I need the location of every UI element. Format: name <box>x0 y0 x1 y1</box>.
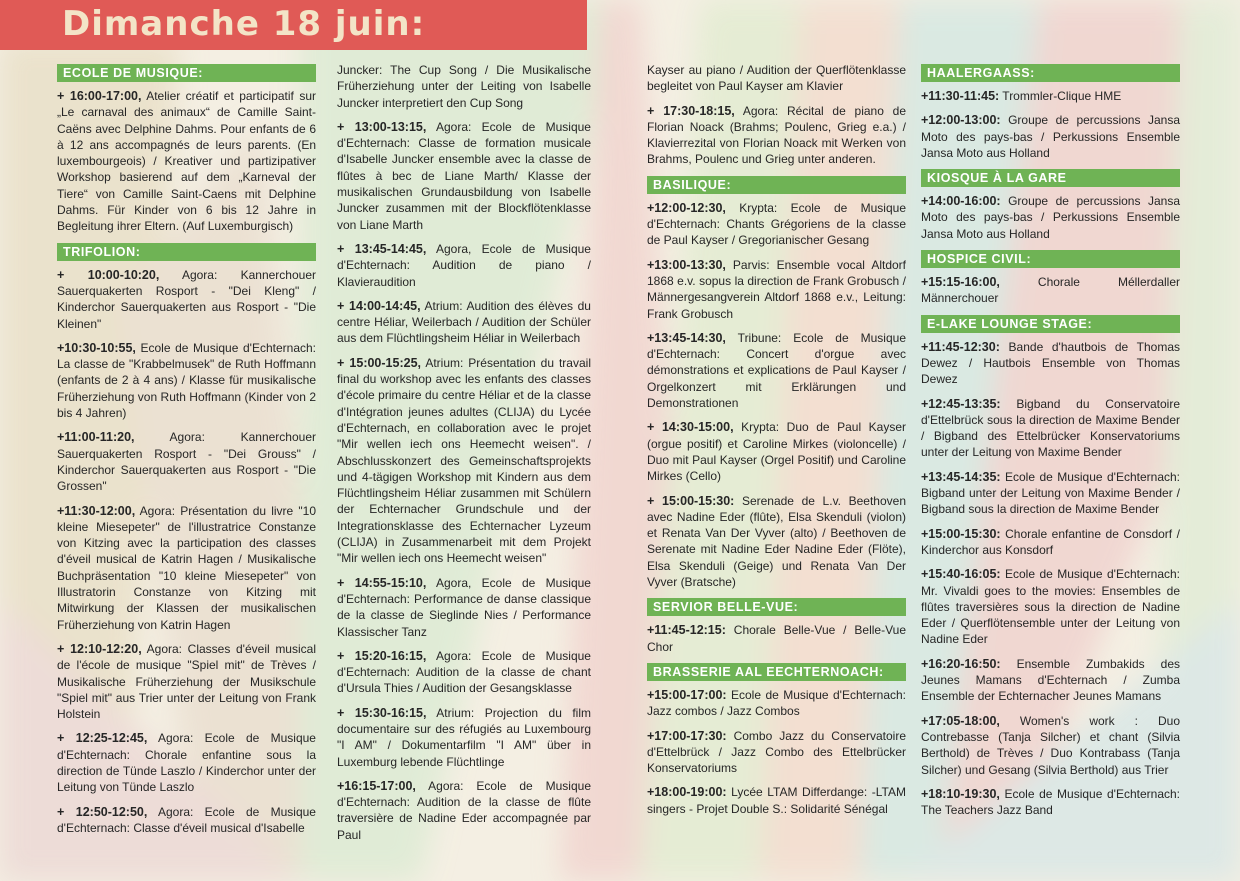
program-column-1 <box>57 62 316 844</box>
program-entry <box>57 503 316 633</box>
entry-text: Agora, Ecole de Musique d'Echternach: Audition de piano / Klavieraudition <box>337 241 591 289</box>
entry-text: Tribune: Ecole de Musique d'Echternach: Concert d'orgue avec démonstrations et explications de Paul Kayser / Orgelkonzert mit Erklärungen und Demonstrationen <box>647 330 906 411</box>
program-entry <box>647 330 906 411</box>
program-entry <box>57 88 316 235</box>
program-entry <box>921 526 1180 559</box>
program-entry <box>647 103 906 168</box>
entry-time: +10:30-10:55, <box>57 340 136 355</box>
entry-text: Kayser au piano / Audition der Querflötenklasse begleitet von Paul Kayser am Klavier <box>647 63 906 94</box>
section-header: E-LAKE LOUNGE STAGE: <box>921 315 1180 333</box>
entry-text: Ecole de Musique d'Echternach: Bigband unter der Leitung von Maxime Bender / Bigband sous la direction de Maxime Bender <box>921 469 1180 517</box>
entry-text: Agora: Kannerchouer Sauerquakerten Rosport - "Dei Kleng" / Kinderchor Sauerquakerten aus Rosport - "Die Kleinen" <box>57 267 316 331</box>
program-entry <box>57 641 316 722</box>
entry-text: Ecole de Musique d'Echternach: Jazz combos / Jazz Combos <box>647 687 906 719</box>
program-entry <box>337 241 591 290</box>
entry-time: +13:00-13:30, <box>647 257 726 272</box>
entry-time: +12:45-13:35: <box>921 396 1001 411</box>
entry-text: Chorale Méllerdaller Männerchouer <box>921 275 1180 306</box>
entry-time: + 13:00-13:15, <box>337 119 427 134</box>
entry-text: Atrium: Audition des élèves du centre Héliar, Weilerbach / Audition der Schüler aus dem Flüchtlingsheim Héliar in Weilerbach <box>337 298 591 346</box>
page-title: Dimanche 18 juin: <box>62 4 426 44</box>
entry-text: Chorale enfantine de Consdorf / Kinderchor aus Konsdorf <box>921 526 1180 557</box>
section-header: BASILIQUE: <box>647 176 906 194</box>
program-entry <box>337 298 591 347</box>
program-entry <box>337 648 591 697</box>
program-entry <box>921 786 1180 819</box>
program-entry <box>921 274 1180 307</box>
entry-text: Agora: Ecole de Musique d'Echternach: Chorale enfantine sous la direction de Tünde Laszlo / Kinderchor unter der Leitung von Tünde Laszlo <box>57 731 316 795</box>
entry-time: + 15:00-15:30: <box>647 493 735 508</box>
program-column-2 <box>337 62 591 851</box>
program-entry <box>921 88 1180 104</box>
program-entry <box>921 713 1180 778</box>
entry-time: + 15:30-16:15, <box>337 705 427 720</box>
entry-time: + 12:10-12:20, <box>57 641 142 656</box>
program-entry <box>337 119 591 233</box>
entry-text: Agora, Ecole de Musique d'Echternach: Performance de danse classique de la classe de Sieglinde Nies / Performance Klassischer Tanz <box>337 575 591 639</box>
program-entry <box>921 469 1180 518</box>
program-entry <box>57 730 316 795</box>
entry-text: Atrium: Présentation du travail final du workshop avec les enfants des classes d'école primaire du centre Héliar et de la classe d'Intégration jeunes adultes (CLIJA) du Lycée d'Echternach, en collaboration avec le projet "Mir wellen iech ons Heemecht weisen". / Abschlusskonzert des Gemeinschaftsprojekts und 4-tägigen Workshop mit Kindern aus dem Flüchtlingsheim Héliar zusammen mit Schülern der Echternacher Grundschule und der Integrationsklasse des Echternacher Lyzeum (CLIJA) in Zusammenarbeit mit dem Projekt "Mir wellen iech ons Heemecht weisen" <box>337 355 591 566</box>
entry-text: Serenade de L.v. Beethoven avec Nadine Eder (flûte), Elsa Skenduli (violon) et Renata Van Der Vyver (alto) / Beethoven de Serenate mit Nadine Eder Nadine Eder (Flöte), Elsa Skenduli (Geige) und Renata Van Der Vyver (Bratsche) <box>647 493 906 590</box>
entry-time: +11:45-12:15: <box>647 623 726 638</box>
entry-time: +15:15-16:00, <box>921 275 1000 290</box>
entry-time: +16:20-16:50: <box>921 656 1001 671</box>
entry-text: Juncker: The Cup Song / Die Musikalische Früherziehung unter der Leiting von Isabelle Juncker interpretiert den Cup Song <box>337 63 591 110</box>
entry-text: Trommler-Clique HME <box>999 89 1122 103</box>
entry-time: + 15:00-15:25, <box>337 355 421 370</box>
entry-text: Ecole de Musique d'Echternach: La classe de "Krabbelmusek" de Ruth Hoffmann (enfants de 2 à 4 ans) / Klasse für musikalische Früherziehung von Ruth Hoffmann (Kinder von 2 bis 4 Jahren) <box>57 340 316 421</box>
entry-text: Atrium: Projection du film documentaire sur des réfugiés au Luxembourg "I AM" / Dokumentarfilm "I AM" über in Luxemburg lebende Flüchtlinge <box>337 705 591 769</box>
entry-time: + 15:20-16:15, <box>337 648 427 663</box>
entry-time: +17:05-18:00, <box>921 713 1000 728</box>
entry-text: Groupe de percussions Jansa Moto des pays-bas / Perkussions Ensemble Jansa Moto aus Holland <box>921 113 1180 160</box>
entry-time: + 12:25-12:45, <box>57 731 148 746</box>
entry-text: Agora: Ecole de Musique d'Echternach: Classe de formation musicale d'Isabelle Juncker ensemble avec la classe de flûtes à bec de Liane Marth/ Klasse der musikalischen Grundausbildung von Isabelle Juncker zusammen mit der Blockflötenklasse von Liane Marth <box>337 119 591 232</box>
program-entry <box>921 566 1180 647</box>
entry-text: Krypta: Ecole de Musique d'Echternach: Chants Grégoriens de la classe de Paul Kayser / Gregorianischer Gesang <box>647 200 906 248</box>
program-entry <box>647 687 906 720</box>
entry-text: Agora: Kannerchouer Sauerquakerten Rosport - "Dei Grouss" / Kinderchor Sauerquakerten aus Rosport - "Die Grossen" <box>57 430 316 494</box>
program-column-3 <box>647 62 906 825</box>
program-entry <box>57 429 316 494</box>
entry-text: Ensemble Zumbakids des Jeunes Mamans d'Echternach / Zumba Ensemble der Echternacher Jeunes Mamans <box>921 656 1180 704</box>
section-header: TRIFOLION: <box>57 243 316 261</box>
program-entry <box>647 200 906 249</box>
program-entry <box>921 396 1180 461</box>
program-entry <box>647 493 906 591</box>
entry-time: +16:15-17:00, <box>337 778 416 793</box>
entry-text: Chorale Belle-Vue / Belle-Vue Chor <box>647 623 906 654</box>
program-entry <box>57 804 316 837</box>
entry-text: Agora: Récital de piano de Florian Noack (Brahms; Poulenc, Grieg e.a.) / Klavierrezital von Florian Noack mit Werken von Brahms, Poulenc und Grieg unter anderen. <box>647 103 906 167</box>
entry-time: +12:00-13:00: <box>921 113 1001 128</box>
program-entry <box>921 112 1180 161</box>
entry-time: +17:00-17:30: <box>647 728 727 743</box>
entry-text: Ecole de Musique d'Echternach: The Teachers Jazz Band <box>921 786 1180 818</box>
program-entry <box>647 728 906 777</box>
entry-time: + 13:45-14:45, <box>337 241 427 256</box>
entry-text: Parvis: Ensemble vocal Altdorf 1868 e.v. sopus la direction de Frank Grobusch / Männergesangverein Altdorf 1868 e.v., Leitung: Frank Grobusch <box>647 257 906 321</box>
entry-time: +14:00-16:00: <box>921 194 1001 209</box>
entry-text: Women's work : Duo Contrebasse (Tanja Silcher) et chant (Silvia Berthold) de Trèves / Duo Kontrabass (Tanja Silcher) und Gesang (Silvia Berthold) aus Trier <box>921 713 1180 777</box>
entry-time: +13:45-14:35: <box>921 469 1001 484</box>
section-header: KIOSQUE À LA GARE <box>921 169 1180 187</box>
entry-text: Lycée LTAM Differdange: -LTAM singers - Projet Double S.: Solidarité Sénégal <box>647 785 906 816</box>
program-entry <box>921 339 1180 388</box>
program-column-4 <box>921 62 1180 826</box>
entry-time: + 14:55-15:10, <box>337 575 427 590</box>
entry-time: +11:00-11:20, <box>57 430 135 445</box>
program-entry <box>647 419 906 484</box>
program-entry <box>337 705 591 770</box>
program-entry <box>647 784 906 817</box>
entry-text: Agora: Classes d'éveil musical de l'école de musique "Spiel mit" de Trèves / Musikalische Früherziehung der Musikschule "Spiel mit" aus Trier unter der Leitung von Frank Holstein <box>57 641 316 722</box>
entry-time: +15:00-15:30: <box>921 526 1001 541</box>
entry-text: Groupe de percussions Jansa Moto des pays-bas / Perkussions Ensemble Jansa Moto aus Holland <box>921 194 1180 241</box>
entry-time: +11:30-12:00, <box>57 503 136 518</box>
entry-time: + 16:00-17:00, <box>57 89 142 103</box>
section-header: SERVIOR BELLE-VUE: <box>647 598 906 616</box>
program-entry <box>57 267 316 332</box>
program-entry <box>647 257 906 322</box>
entry-text: Atelier créatif et participatif sur „Le carnaval des animaux“ de Camille Saint-Caëns avec Delphine Dahms. Pour enfants de 6 à 12 ans accompagnés de leurs parents. (En luxembourgeois) / Kreativer und partizipativer Workshop basierend auf dem „Karneval der Tiere“ von Camille Saint-Caens mit Delphine Dahms. Für Kinder von 6 bis 12 Jahre in Begleitung ihrer Eltern. (Auf Luxemburgisch) <box>57 89 316 234</box>
program-entry <box>337 355 591 567</box>
section-header: ECOLE DE MUSIQUE: <box>57 64 316 82</box>
entry-text: Ecole de Musique d'Echternach: Mr. Vivaldi goes to the movies: Ensembles de flûtes traversières sous la direction de Nadine Eder / Querflötensemble unter der Leitung von Nadine Eder <box>921 567 1180 647</box>
entry-time: +13:45-14:30, <box>647 330 726 345</box>
program-entry <box>57 340 316 421</box>
entry-time: +12:00-12:30, <box>647 200 726 215</box>
program-entry <box>647 62 906 95</box>
section-header: HAALERGAASS: <box>921 64 1180 82</box>
entry-time: + 14:00-14:45, <box>337 298 421 313</box>
entry-time: + 14:30-15:00, <box>647 420 734 435</box>
entry-time: +11:30-11:45: <box>921 89 1000 103</box>
program-entry <box>647 622 906 655</box>
entry-time: +18:10-19:30, <box>921 786 1000 801</box>
program-entry <box>337 778 591 843</box>
program-entry <box>337 62 591 111</box>
entry-text: Krypta: Duo de Paul Kayser (orgue positif) et Caroline Mirkes (violoncelle) / Duo mit Paul Kayser (Orgel Positif) und Caroline Mirkes (Cello) <box>647 420 906 484</box>
entry-text: Agora: Ecole de Musique d'Echternach: Classe d'éveil musical d'Isabelle <box>57 804 316 835</box>
entry-time: +11:45-12:30: <box>921 339 1000 354</box>
section-header: BRASSERIE AAL EECHTERNOACH: <box>647 663 906 681</box>
section-header: HOSPICE CIVIL: <box>921 250 1180 268</box>
entry-time: +15:00-17:00: <box>647 687 727 702</box>
entry-text: Agora: Présentation du livre "10 kleine Miesepeter" de l'illustratrice Constanze von Kitzing avec la participation des classes d'éveil musical de Katrin Hagen / Musikalische Buchpräsentation "10 kleine Miesepeter" von Illustratorin Constanze von Kitzing mit Mitwirkung der Klassen der musikalischen Früherziehung von Katrin Hagen <box>57 503 316 632</box>
program-entry <box>921 656 1180 705</box>
program-entry <box>921 193 1180 242</box>
entry-time: +18:00-19:00: <box>647 785 727 800</box>
program-entry <box>337 575 591 640</box>
entry-time: + 12:50-12:50, <box>57 804 148 819</box>
entry-time: +15:40-16:05: <box>921 567 1001 582</box>
entry-text: Bande d'hautbois de Thomas Dewez / Hautbois Ensemble von Thomas Dewez <box>921 339 1180 387</box>
entry-text: Bigband du Conservatoire d'Ettelbrück sous la direction de Maxime Bender / Bigband des Ettelbrücker Konservatoriums unter der Leitung von Maxime Bender <box>921 396 1180 460</box>
entry-time: + 17:30-18:15, <box>647 103 735 118</box>
entry-text: Agora: Ecole de Musique d'Echternach: Audition de la classe de chant d'Ursula Thies / Audition der Gesangsklasse <box>337 648 591 696</box>
entry-time: + 10:00-10:20, <box>57 267 160 282</box>
entry-text: Combo Jazz du Conservatoire d'Ettelbrück / Jazz Combo des Ettelbrücker Konservatoriums <box>647 728 906 776</box>
entry-text: Agora: Ecole de Musique d'Echternach: Audition de la classe de flûte traversière de Nadine Eder accompagnée par Paul <box>337 778 591 842</box>
